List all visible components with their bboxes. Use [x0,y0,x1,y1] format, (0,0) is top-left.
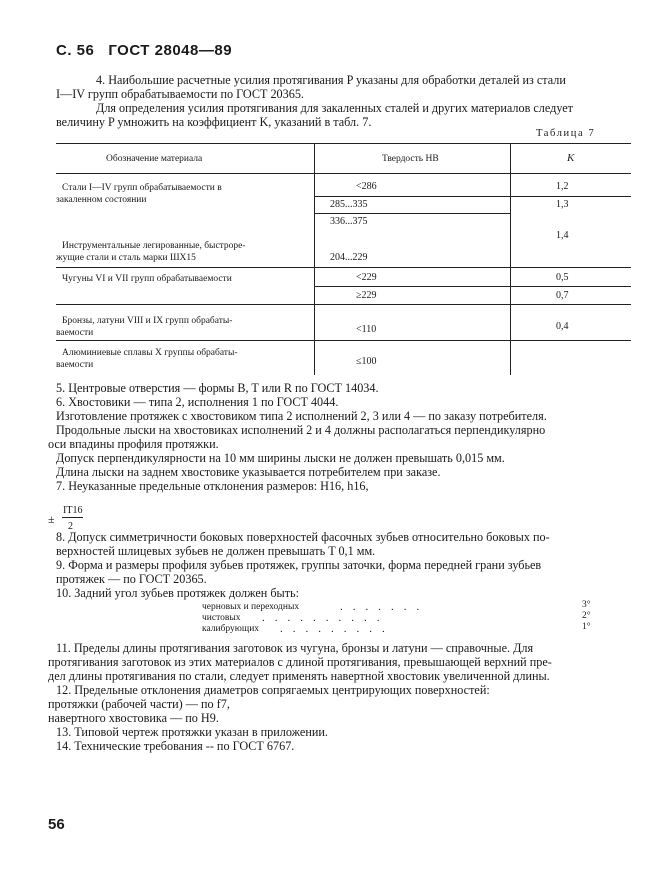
row3-hardness-2: ≥229 [356,290,377,301]
item12-b: навертного хвостовика — по H9. [48,711,219,725]
page-number: 56 [48,816,65,833]
row1-material-l1: Стали I—IV групп обрабатываемости в [62,183,222,193]
col-header-hardness: Твердость НВ [382,154,439,164]
item10-row1-dots: ....... [340,601,430,613]
para4-line1: 4. Наибольшие расчетные усилия протягивания P указаны для обработки деталей из стали [96,73,566,87]
item10-row3-dots: ......... [280,623,395,635]
item10-row3-value: 1° [582,622,591,632]
row1-material-l2: закаленном состоянии [56,195,147,205]
row1-hardness-1: <286 [356,181,377,192]
item10-row2-value: 2° [582,611,591,621]
row1-k-1: 1,2 [556,181,569,192]
item10-row1-value: 3° [582,600,591,610]
item12-a: протяжки (рабочей части) — по f7, [48,697,230,711]
row3-material-l1: Чугуны VI и VII групп обрабатываемости [62,274,232,284]
table-7 [56,143,631,375]
item11-c: дел длины протягивания по стали, следует применять навертной хвостовик увеличенной длины. [48,669,550,683]
row5-material-l2: ваемости [56,360,94,370]
page-label: С. 56 [56,42,95,59]
item10-row3-label: калибрующих [202,624,260,634]
fraction-numerator: IT16 [63,505,83,516]
row4-material-l1: Бронзы, латуни VIII и IX групп обрабаты- [62,316,233,326]
item12: 12. Предельные отклонения диаметров сопрягаемых центрирующих поверхностей: [56,683,490,697]
row1-k-3: 1,4 [556,230,569,241]
row5-material-l1: Алюминиевые сплавы X группы обрабаты- [62,348,238,358]
item13: 13. Типовой чертеж протяжки указан в приложении. [56,725,328,739]
item10-row2-dots: .......... [262,612,390,624]
row5-hardness-1: ≤100 [356,356,377,367]
row3-k-1: 0,5 [556,272,569,283]
row1-hardness-3: 336...375 [330,216,368,227]
row1-hardness-2: 285...335 [330,199,368,210]
item7: 7. Неуказанные предельные отклонения размеров: H16, h16, [56,479,369,493]
row3-hardness-1: <229 [356,272,377,283]
para4-line3: Для определения усилия протягивания для закаленных сталей и других материалов следует [96,101,574,115]
item11-b: протягивания заготовок из этих материалов с длиной протягивания, превышающей верхний пре- [48,655,552,669]
para4-line2: I—IV групп обрабатываемости по ГОСТ 20365. [56,87,304,101]
item6-c2: оси впадины профиля протяжки. [48,437,219,451]
row2-material-l2: жущие стали и сталь марки ШХ15 [56,253,196,263]
table-caption: Таблица 7 [536,128,596,139]
col-header-material: Обозначение материала [106,154,203,164]
page-header [56,44,232,58]
row3-k-2: 0,7 [556,290,569,301]
item6-c1: Продольные лыски на хвостовиках исполнений 2 и 4 должны располагаться перпендикулярно [56,423,546,437]
para4-line4: величину P умножить на коэффициент K, указаний в табл. 7. [56,115,372,129]
item11-a: 11. Пределы длины протягивания заготовок из чугуна, бронзы и латуни — справочные. Для [56,641,534,655]
plus-minus: ± [48,512,55,526]
item6-d: Допуск перпендикулярности на 10 мм ширины лыски не должен превышать 0,015 мм. [56,451,505,465]
row4-material-l2: ваемости [56,328,94,338]
item6: 6. Хвостовики — типа 2, исполнения 1 по ГОСТ 4044. [56,395,339,409]
item10: 10. Задний угол зубьев протяжек должен быть: [56,586,299,600]
item5: 5. Центровые отверстия — формы B, T или R по ГОСТ 14034. [56,381,379,395]
item9-b: протяжек — по ГОСТ 20365. [56,572,207,586]
item6-b: Изготовление протяжек с хвостовиком типа 2 исполнений 2, 3 или 4 — по заказу потребителя. [56,409,547,423]
item14: 14. Технические требования -- по ГОСТ 6767. [56,739,295,753]
item6-e: Длина лыски на заднем хвостовике указывается потребителем при заказе. [56,465,441,479]
col-header-k: K [567,152,575,164]
row4-hardness-1: <110 [356,324,377,335]
item8-b: верхностей шлицевых зубьев не должен превышать T 0,1 мм. [56,544,376,558]
fraction-denominator: 2 [68,521,73,532]
row4-k-1: 0,4 [556,321,569,332]
row2-hardness-1: 204...229 [330,252,368,263]
row2-material-l1: Инструментальные легированные, быстроре- [62,241,246,251]
item10-row2-label: чистовых [202,613,241,623]
item9-a: 9. Форма и размеры профиля зубьев протяжек, группы заточки, форма передней грани зубьев [56,558,542,572]
item10-row1-label: черновых и переходных [202,602,300,612]
row1-k-2: 1,3 [556,199,569,210]
item8-a: 8. Допуск симметричности боковых поверхностей фасочных зубьев относительно боковых по- [56,530,550,544]
doc-code: ГОСТ 28048—89 [108,42,233,59]
